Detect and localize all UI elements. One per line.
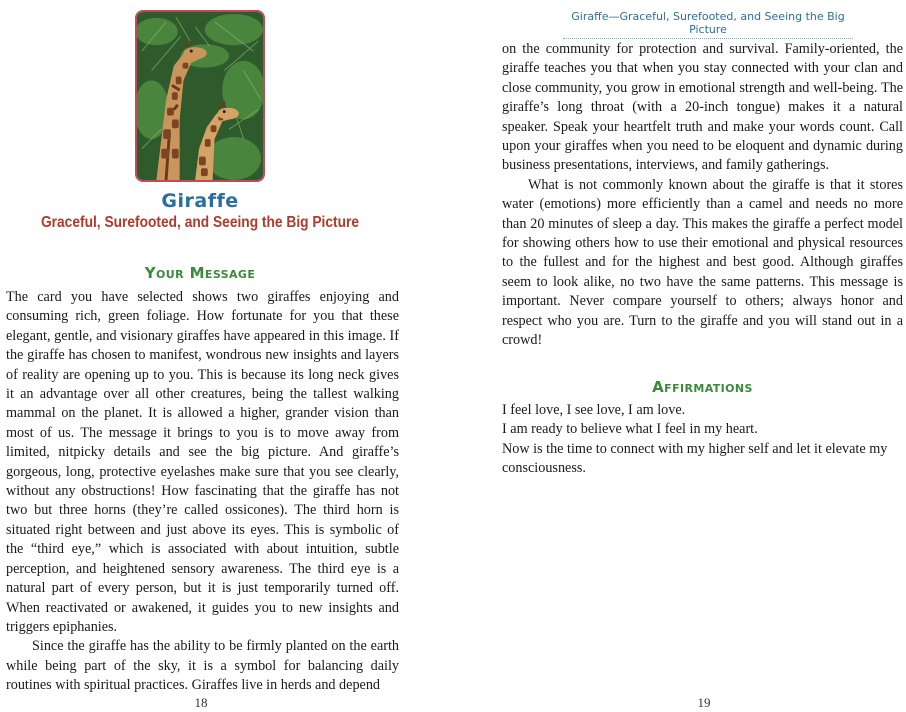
section-heading-affirmations: Affirmations <box>652 378 753 396</box>
affirmation-item: I feel love, I see love, I am love. <box>502 402 686 418</box>
page-title: Giraffe <box>161 190 239 212</box>
paragraph: Since the giraffe has the ability to be firmly planted on the earth while being part of the sky, it is a symbol for balancing daily routines with spiritual practices. Giraffes live in herds and depend <box>6 638 399 694</box>
page-number: 19 <box>697 695 711 710</box>
paragraph: on the community for protection and survival. Family-oriented, the giraffe teaches you that when you stay connected with your clan and close community, you grow in emotional strength and well-being. The giraffe’s long throat (with a 20-inch tongue) makes it a natural speaker. Speak your heartfelt truth and make your words count. Call upon your giraffes when you need to be eloquent and dynamic during business presentations, interviews, and family gatherings. <box>502 41 903 174</box>
right-page <box>453 0 906 712</box>
paragraph: What is not commonly known about the giraffe is that it stores water (emotions) more efficiently than a camel and needs no more than 20 minutes of sleep a day. This makes the giraffe a perfect model for showing others how to use their emotional and physical resources to the fullest and for the highest and best good. Although giraffes seem to look alike, no two have the same patterns. This message is important. Never compare yourself to others; always honor and respect who you are. Turn to the giraffe and you will stand out in a crowd! <box>502 176 903 349</box>
affirmation-item: Now is the time to connect with my higher self and let it elevate my consciousness. <box>502 440 888 477</box>
paragraph: The card you have selected shows two giraffes enjoying and consuming rich, green foliage. How fortunate for you that these elegant, gentle, and visionary giraffes have appeared in this image. If the giraffe has chosen to manifest, wondrous new insights and layers of reality are opening up to you. This is because its long neck gives it an advantage over all other creatures, being the tallest walking mammal on the planet. It is allowed a higher, grander vision than most of us. The message it brings to you is to move away from limited, nitpicky details and see the big picture. And giraffe’s gorgeous, long, protective eyelashes make sure that you see clearly, without any obstructions! How fascinating that the giraffe has not two but three horns (they’re called ossicones). The third horn is situated right between and just above its eyes. This is symbolic of the “third eye,” which is associated with about intuition, subtle perception, and heightened sensory awareness. The third eye is a natural part of every person, but it is just temporarily turned off. When reactivated or awakened, it guides you to new insights and triggers epiphanies. <box>6 289 399 635</box>
right-body-text <box>502 40 903 351</box>
section-heading-your-message: Your Message <box>144 264 256 282</box>
giraffe-illustration <box>137 12 263 180</box>
page-number: 18 <box>194 695 208 710</box>
affirmations-list <box>502 401 903 479</box>
giraffe-card-image <box>135 10 265 182</box>
running-head: Giraffe—Graceful, Surefooted, and Seeing the Big Picture <box>563 10 853 39</box>
left-body-text <box>6 288 399 696</box>
page-subtitle: Graceful, Surefooted, and Seeing the Big Picture <box>40 214 360 231</box>
affirmation-item: I am ready to believe what I feel in my heart. <box>502 421 758 438</box>
